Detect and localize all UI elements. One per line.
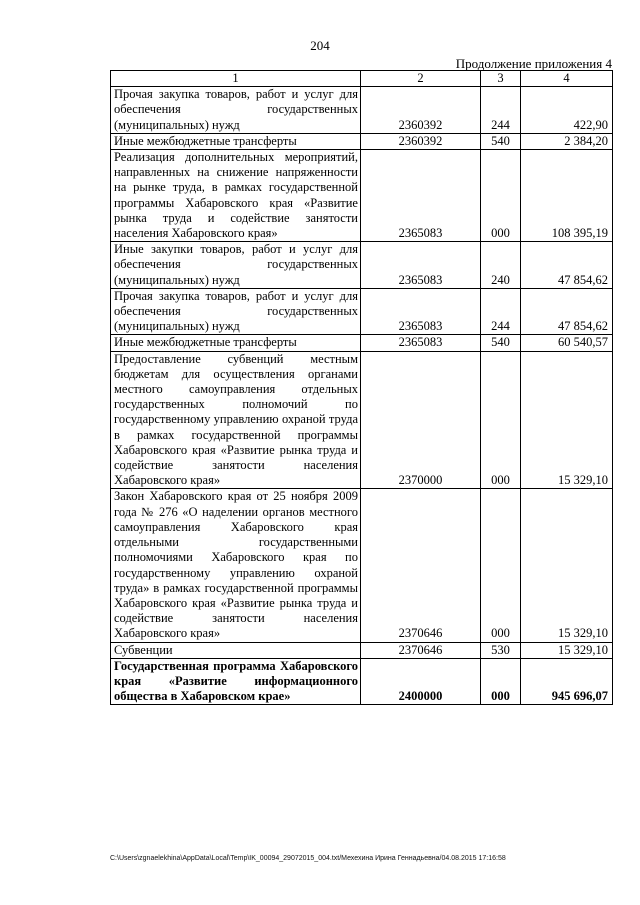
row-description: Иные межбюджетные трансферты: [111, 133, 361, 149]
row-expense-type: 000: [481, 150, 521, 242]
row-expense-type: 240: [481, 242, 521, 289]
table-row: [111, 489, 613, 642]
header-col-1: 1: [111, 71, 361, 87]
row-expense-type: 000: [481, 658, 521, 705]
row-amount: 15 329,10: [521, 489, 613, 642]
row-amount: 15 329,10: [521, 642, 613, 658]
row-code: 2360392: [361, 87, 481, 134]
row-code: 2365083: [361, 288, 481, 335]
row-code: 2370646: [361, 642, 481, 658]
row-expense-type: 540: [481, 335, 521, 351]
row-expense-type: 000: [481, 351, 521, 489]
table-header-row: [111, 71, 613, 87]
row-expense-type: 000: [481, 489, 521, 642]
table-row: [111, 87, 613, 134]
footer-path: C:\Users\zgnaelekhina\AppData\Local\Temp\IK_00094_29072015_004.txt/Мехехина Ирина Геннадьевна/04.08.2015 17:16:58: [110, 855, 506, 862]
row-description: Иные закупки товаров, работ и услуг для обеспечения государственных (муниципальных) нужд: [111, 242, 361, 289]
row-description: Реализация дополнительных мероприятий, направленных на снижение напряженности на рынке труда, в рамках государственной программы Хабаровского края «Развитие рынка труда и содействие занятости населения Хабаровского края»: [111, 150, 361, 242]
row-amount: 2 384,20: [521, 133, 613, 149]
row-description: Субвенции: [111, 642, 361, 658]
row-amount: 108 395,19: [521, 150, 613, 242]
row-description: Иные межбюджетные трансферты: [111, 335, 361, 351]
row-description: Прочая закупка товаров, работ и услуг для обеспечения государственных (муниципальных) нужд: [111, 87, 361, 134]
row-description: Закон Хабаровского края от 25 ноября 2009 года № 276 «О наделении органов местного самоуправления Хабаровского края отдельными государственными полномочиями Хабаровского края по государственному управлению охраной труда» в рамках государственной программы Хабаровского края «Развитие рынка труда и содействие занятости населения Хабаровского края»: [111, 489, 361, 642]
table-row: [111, 242, 613, 289]
budget-table: [110, 70, 613, 705]
header-col-3: 3: [481, 71, 521, 87]
row-code: 2360392: [361, 133, 481, 149]
table-row: [111, 335, 613, 351]
page-number: 204: [310, 38, 330, 53]
table-row: [111, 642, 613, 658]
row-amount: 47 854,62: [521, 242, 613, 289]
header-col-2: 2: [361, 71, 481, 87]
row-code: 2365083: [361, 242, 481, 289]
row-amount: 422,90: [521, 87, 613, 134]
row-amount: 15 329,10: [521, 351, 613, 489]
row-expense-type: 244: [481, 87, 521, 134]
header-col-4: 4: [521, 71, 613, 87]
row-expense-type: 540: [481, 133, 521, 149]
table-row: [111, 150, 613, 242]
row-amount: 47 854,62: [521, 288, 613, 335]
appendix-note: Продолжение приложения 4: [455, 56, 612, 71]
row-code: 2370000: [361, 351, 481, 489]
row-expense-type: 244: [481, 288, 521, 335]
row-amount: 945 696,07: [521, 658, 613, 705]
row-code: 2365083: [361, 150, 481, 242]
row-code: 2365083: [361, 335, 481, 351]
table-row: [111, 351, 613, 489]
table-row: [111, 658, 613, 705]
row-description: Предоставление субвенций местным бюджетам для осуществления органами местного самоуправления отдельных государственных полномочий по государственному управлению охраной труда в рамках государственной программы Хабаровского края «Развитие рынка труда и содействие занятости населения Хабаровского края»: [111, 351, 361, 489]
row-expense-type: 530: [481, 642, 521, 658]
row-description: Государственная программа Хабаровского края «Развитие информационного общества в Хабаровском крае»: [111, 658, 361, 705]
table-row: [111, 133, 613, 149]
row-description: Прочая закупка товаров, работ и услуг для обеспечения государственных (муниципальных) нужд: [111, 288, 361, 335]
row-amount: 60 540,57: [521, 335, 613, 351]
row-code: 2370646: [361, 489, 481, 642]
row-code: 2400000: [361, 658, 481, 705]
table-row: [111, 288, 613, 335]
